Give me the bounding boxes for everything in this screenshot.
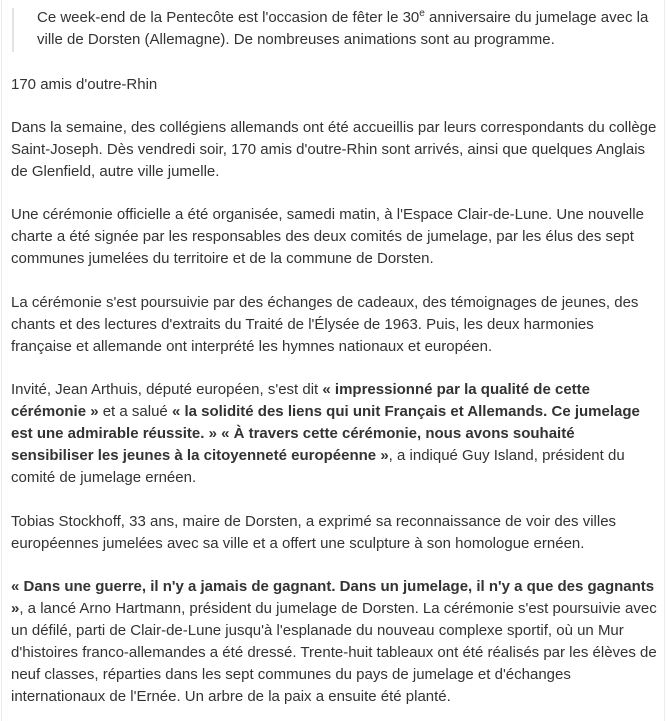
article-lead xyxy=(37,7,649,51)
quote-impressed: « impressionné par la qualité de cette cérémonie » xyxy=(11,381,590,420)
paragraph-ceremony: Une cérémonie officielle a été organisée, samedi matin, à l'Espace Clair-de-Lune. Une nouvelle charte a été signée par les responsables des deux comités de jumelage, par les élus des sept communes jumelées du territoire et de la commune de Dorsten. xyxy=(11,206,644,267)
parade-text: , a lancé Arno Hartmann, président du jumelage de Dorsten. La cérémonie s'est poursuivie avec un défilé, parti de Clair-de-Lune jusqu'à l'esplanade du nouveau complexe sportif, où un Mur d'histoires franco-allemandes a été dressé. Trente-huit tableaux ont été réalisés par les élèves de neuf classes, réparties dans les sept communes du pays de jumelage et d'échanges internationaux de l'Ernée. Un arbre de la paix a ensuite été planté. xyxy=(11,600,657,705)
paragraph-exchanges: La cérémonie s'est poursuivie par des échanges de cadeaux, des témoignages de jeunes, des chants et des lectures d'extraits du Traité de l'Élysée de 1963. Puis, les deux harmonies française et allemande ont interprété les hymnes nationaux et européen. xyxy=(11,294,639,355)
speech-text-1: Invité, Jean Arthuis, député européen, s'est dit xyxy=(11,381,323,398)
speech-text-3: , a indiqué Guy Island, président du comité de jumelage ernéen. xyxy=(11,447,625,486)
article-subheading: 170 amis d'outre-Rhin xyxy=(11,76,158,93)
lead-text-start: Ce week-end de la Pentecôte est l'occasion de fêter le 30 xyxy=(37,9,420,26)
lead-text-end: anniversaire du jumelage avec la ville de Dorsten (Allemagne). De nombreuses animations sont au programme. xyxy=(37,9,649,48)
right-border xyxy=(664,0,665,721)
paragraph-students: Dans la semaine, des collégiens allemands ont été accueillis par leurs correspondants du collège Saint-Joseph. Dès vendredi soir, 170 amis d'outre-Rhin sont arrivés, ainsi que quelques Anglais de Glenfield, autre ville jumelle. xyxy=(11,119,657,180)
paragraph-mayor: Tobias Stockhoff, 33 ans, maire de Dorsten, a exprimé sa reconnaissance de voir des villes européennes jumelées avec sa ville et a offert une sculpture à son homologue ernéen. xyxy=(11,513,617,552)
quote-friendship: « la solidité des liens qui unit Français et Allemands. Ce jumelage est une admirable réussite. » « À travers cette cérémonie, nous avons souhaité sensibiliser les jeunes à la citoyenneté européenne » xyxy=(11,403,640,464)
left-border xyxy=(1,0,2,721)
paragraph-speeches xyxy=(11,379,657,489)
ordinal-superscript: e xyxy=(419,8,425,19)
paragraph-parade xyxy=(11,576,657,708)
quote-no-winner: « Dans une guerre, il n'y a jamais de gagnant. Dans un jumelage, il n'y a que des gagnants » xyxy=(11,578,655,617)
speech-text-2: et a salué xyxy=(98,403,172,420)
lead-quote-bar xyxy=(12,8,14,52)
